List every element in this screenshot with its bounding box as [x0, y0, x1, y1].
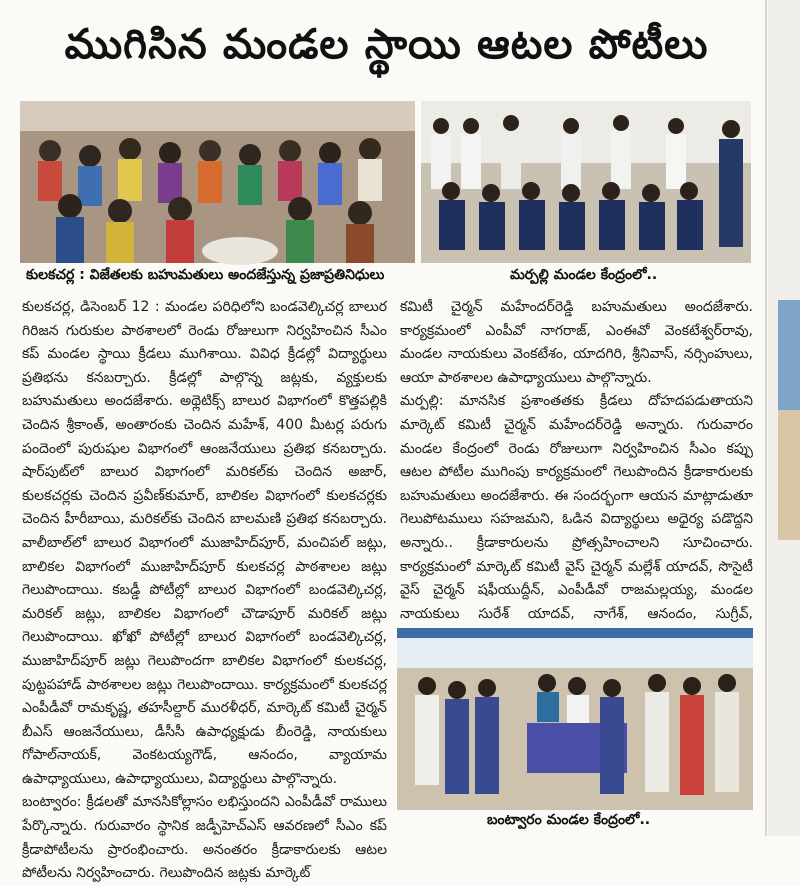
article-left-column [22, 296, 387, 882]
photo-marpalli [421, 101, 751, 263]
column-divider [765, 0, 767, 836]
photo-caption-bantwaram: బంట్వారం మండల కేంద్రంలో.. [487, 812, 651, 828]
photo-caption-kulakacharla: కులకచర్ల : విజేతలకు బహుమతులు అందజేస్తున్న ప్రజాప్రతినిధులు [26, 267, 385, 283]
paragraph-marpalli: మర్పల్లి: మానసిక ప్రశాంతతకు క్రీడలు దోహదపడుతాయని మార్కెట్ కమిటీ చైర్మన్ మహేందర్‌రెడ్డి అన్నారు. గురువారం మండల కేంద్రంలో రెండు రోజులుగా నిర్వహించిన సీఎం కప్పు ఆటల పోటీల ముగింపు కార్యక్రమంలో గెలుపొందిన క్రీడాకారులకు బహుమతులు అందజేశారు. ఈ సందర్భంగా ఆయన మాట్లాడుతూ గెలుపోటములు సహజమని, ఓడిన విద్యార్థులు అధైర్య పడొద్దని అన్నారు.. క్రీడాకారులను ప్రోత్సహించాలని సూచించారు. కార్యక్రమంలో మార్కెట్ కమిటీ వైస్ చైర్మన్ మల్లేశ్ యాదవ్, సొసైటీ వైస్ చైర్మన్ షఫీయుద్దీన్, ఎంపీడీవో రాజమల్లయ్య, మండల నాయకులు సురేశ్ యాదవ్, నాగేశ్, ఆనందం, సుగ్రీవ్, [400, 393, 753, 622]
paragraph-kulakacharla: కులకచర్ల, డిసెంబర్ 12 : మండల పరిధిలోని బండవెల్కిచర్ల బాలుర గిరిజన గురుకుల పాఠశాలలో రెండు రోజులుగా నిర్వహించిన సీఎం కప్ మండల స్థాయి క్రీడలు ముగిశాయి. వివిధ క్రీడల్లో విద్యార్థులు ప్రతిభను కనబర్చారు. క్రీడల్లో పాల్గొన్న జట్లకు, వ్యక్తులకు బహుమతులు అందజేశారు. అథ్లెటిక్స్ బాలుర విభాగంలో కొత్తపల్లికి చెందిన శ్రీకాంత్, అంతారంకు చెందిన మహేశ్, 400 మీటర్ల పరుగు పందెంలో పురుషుల విభాగంలో ఆంజనేయులు ప్రతిభ కనబర్చారు. షార్‌పుట్‌లో బాలుర విభాగంలో మరికల్‌కు చెందిన అజార్, కులకచర్లకు చెందిన ప్రవీణ్‌కుమార్, బాలికల విభాగంలో కులకచర్లకు చెందిన హీరీబాయి, మరికల్‌కు చెందిన బాలమణి ప్రతిభ కనబర్చారు. వాలీబాల్‌లో బాలుర విభాగంలో ముజాహిద్‌పూర్, మంచిపల్ జట్లు, బాలికల విభాగంలో ముజాహిద్‌పూర్ కులకచర్ల పాఠశాలల జట్లు గెలుపొందాయి. కబడ్డీ పోటీల్లో బాలుర విభాగంలో బండవెల్కిచర్ల, మరికల్ జట్లు, బాలికల విభాగంలో చౌడాపూర్ మరికల్ జట్లు గెలుపొందాయి. ఖోఖో పోటీల్లో బాలుర విభాగంలో బండవెల్కిచర్ల, ముజాహిద్‌పూర్ జట్లు గెలుపొందగా బాలికల విభాగంలో కులకచర్ల, పుట్టపహాడ్ పాఠశాలల జట్లు గెలుపొందాయి. కార్యక్రమంలో కులకచర్ల ఎంపీడీవో రామకృష్ణ, తహసీల్దార్ మురళీధర్, మార్కెట్ కమిటీ చైర్మన్ బీఎస్ ఆంజనేయులు, డీసీసీ ఉపాధ్యక్షుడు బీంరెడ్డి, నాయకులు గోపాల్‌నాయక్, వెంకటయ్యగౌడ్, ఆనందం, వ్యాయామ ఉపాధ్యాయులు, ఉపాధ్యాయులు, విద్యార్థులు పాల్గొన్నారు. [22, 299, 387, 787]
paragraph-continued: కమిటీ చైర్మన్ మహేందర్‌రెడ్డి బహుమతులు అందజేశారు. కార్యక్రమంలో ఎంపీవో నాగరాజ్, ఎంఈవో వెంకటేశ్వర్‌రావు, మండల నాయకులు వెంకటేశం, యాదగిరి, శ్రీనివాస్, నర్సింహులు, ఆయా పాఠశాలల ఉపాధ్యాయులు పాల్గొన్నారు. [400, 299, 753, 386]
photo-kulakacharla [20, 101, 415, 263]
headline: ముగిసిన మండల స్థాయి ఆటల పోటీలు [64, 20, 709, 68]
paragraph-bantwaram: బంట్వారం: క్రీడలతో మానసికోల్లాసం లభిస్తుందని ఎంపీడీవో రాములు పేర్కొన్నారు. గురువారం స్థానిక జడ్పీహెచ్‌ఎస్ ఆవరణలో సీఎం కప్ క్రీడాపోటీలను ప్రారంభించారు. అనంతరం క్రీడాకారులకు ఆటల పోటీలను నిర్వహించారు. గెలుపొందిన జట్లకు మార్కెట్ [22, 794, 387, 882]
photo-bantwaram [397, 628, 753, 810]
adjacent-photo-fragment [778, 300, 800, 410]
photo-caption-marpalli: మర్పల్లి మండల కేంద్రంలో.. [510, 267, 658, 283]
photo-bantwaram-image [397, 628, 753, 810]
article-right-column [400, 296, 753, 621]
photo-kulakacharla-image [20, 101, 415, 263]
adjacent-photo-fragment-2 [778, 410, 800, 540]
adjacent-column-edge [768, 0, 800, 836]
photo-marpalli-image [421, 101, 751, 263]
